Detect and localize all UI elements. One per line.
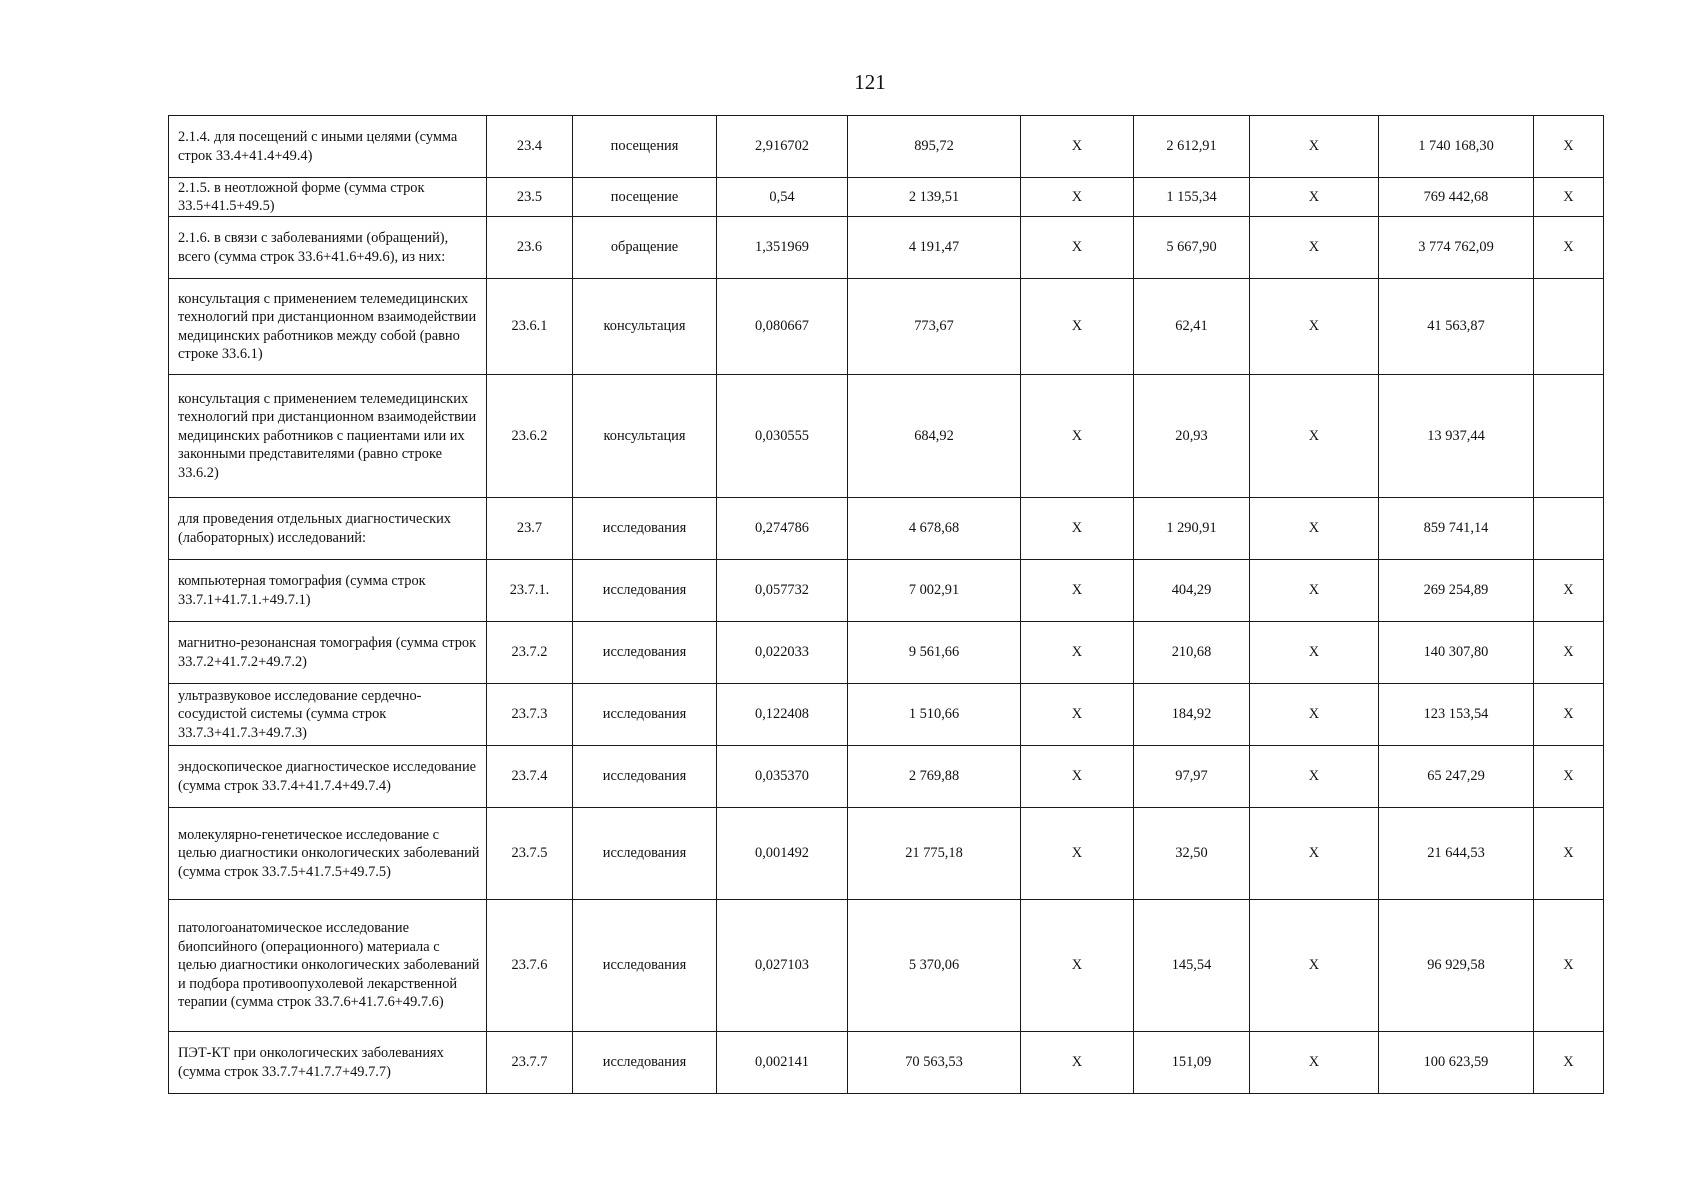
row-col6: X	[1021, 746, 1134, 808]
row-col6: X	[1021, 684, 1134, 746]
table-row	[169, 1032, 1604, 1094]
row-col9: 769 442,68	[1379, 178, 1534, 217]
row-unit: консультация	[573, 279, 717, 375]
row-col9: 41 563,87	[1379, 279, 1534, 375]
row-col7: 32,50	[1134, 808, 1250, 900]
table-row	[169, 560, 1604, 622]
row-name: для проведения отдельных диагностических (лабораторных) исследований:	[169, 498, 487, 560]
row-cost: 9 561,66	[848, 622, 1021, 684]
row-cost: 7 002,91	[848, 560, 1021, 622]
row-cost: 21 775,18	[848, 808, 1021, 900]
row-code: 23.7.2	[487, 622, 573, 684]
row-norm: 0,080667	[717, 279, 848, 375]
row-name: молекулярно-генетическое исследование с целью диагностики онкологических заболеваний (сумма строк 33.7.5+41.7.5+49.7.5)	[169, 808, 487, 900]
row-col9: 3 774 762,09	[1379, 217, 1534, 279]
row-unit: исследования	[573, 746, 717, 808]
row-col10	[1534, 375, 1604, 498]
row-unit: исследования	[573, 498, 717, 560]
row-col8: X	[1250, 1032, 1379, 1094]
row-code: 23.6	[487, 217, 573, 279]
row-col8: X	[1250, 560, 1379, 622]
row-col9: 123 153,54	[1379, 684, 1534, 746]
row-norm: 0,54	[717, 178, 848, 217]
row-col10: X	[1534, 808, 1604, 900]
row-col6: X	[1021, 178, 1134, 217]
row-col8: X	[1250, 178, 1379, 217]
row-col6: X	[1021, 1032, 1134, 1094]
row-col9: 13 937,44	[1379, 375, 1534, 498]
row-name: 2.1.5. в неотложной форме (сумма строк 33.5+41.5+49.5)	[169, 178, 487, 217]
row-col8: X	[1250, 375, 1379, 498]
row-col8: X	[1250, 498, 1379, 560]
row-col7: 404,29	[1134, 560, 1250, 622]
row-code: 23.7.5	[487, 808, 573, 900]
row-norm: 0,122408	[717, 684, 848, 746]
row-unit: исследования	[573, 684, 717, 746]
row-col7: 62,41	[1134, 279, 1250, 375]
row-cost: 5 370,06	[848, 900, 1021, 1032]
row-norm: 0,035370	[717, 746, 848, 808]
page-number: 121	[854, 70, 886, 94]
table-row	[169, 746, 1604, 808]
row-col9: 859 741,14	[1379, 498, 1534, 560]
row-code: 23.6.1	[487, 279, 573, 375]
row-col10: X	[1534, 217, 1604, 279]
row-col10	[1534, 279, 1604, 375]
row-norm: 2,916702	[717, 116, 848, 178]
row-name: 2.1.4. для посещений с иными целями (сумма строк 33.4+41.4+49.4)	[169, 116, 487, 178]
row-unit: исследования	[573, 1032, 717, 1094]
row-unit: исследования	[573, 900, 717, 1032]
row-norm: 0,057732	[717, 560, 848, 622]
table-row	[169, 116, 1604, 178]
row-col6: X	[1021, 622, 1134, 684]
row-cost: 1 510,66	[848, 684, 1021, 746]
row-norm: 0,027103	[717, 900, 848, 1032]
row-cost: 895,72	[848, 116, 1021, 178]
row-col7: 151,09	[1134, 1032, 1250, 1094]
row-code: 23.7.7	[487, 1032, 573, 1094]
row-code: 23.7	[487, 498, 573, 560]
row-col7: 145,54	[1134, 900, 1250, 1032]
row-unit: консультация	[573, 375, 717, 498]
row-cost: 684,92	[848, 375, 1021, 498]
row-col10: X	[1534, 560, 1604, 622]
row-cost: 70 563,53	[848, 1032, 1021, 1094]
table-row	[169, 900, 1604, 1032]
row-col8: X	[1250, 622, 1379, 684]
table-row	[169, 622, 1604, 684]
row-col6: X	[1021, 900, 1134, 1032]
row-col7: 97,97	[1134, 746, 1250, 808]
row-code: 23.7.4	[487, 746, 573, 808]
row-name: компьютерная томография (сумма строк 33.7.1+41.7.1.+49.7.1)	[169, 560, 487, 622]
row-code: 23.7.6	[487, 900, 573, 1032]
row-col9: 269 254,89	[1379, 560, 1534, 622]
row-cost: 2 139,51	[848, 178, 1021, 217]
row-name: патологоанатомическое исследование биопсийного (операционного) материала с целью диагностики онкологических заболеваний и подбора противоопухолевой лекарственной терапии (сумма строк 33.7.6+41.7.6+49.7.6)	[169, 900, 487, 1032]
row-col9: 100 623,59	[1379, 1032, 1534, 1094]
row-col10: X	[1534, 116, 1604, 178]
row-norm: 1,351969	[717, 217, 848, 279]
row-norm: 0,022033	[717, 622, 848, 684]
row-code: 23.5	[487, 178, 573, 217]
row-col9: 65 247,29	[1379, 746, 1534, 808]
row-unit: обращение	[573, 217, 717, 279]
table-row	[169, 684, 1604, 746]
row-code: 23.4	[487, 116, 573, 178]
row-col10: X	[1534, 684, 1604, 746]
row-col8: X	[1250, 808, 1379, 900]
row-col7: 1 290,91	[1134, 498, 1250, 560]
row-norm: 0,030555	[717, 375, 848, 498]
table-row	[169, 178, 1604, 217]
table-row	[169, 498, 1604, 560]
row-name: ПЭТ-КТ при онкологических заболеваниях (сумма строк 33.7.7+41.7.7+49.7.7)	[169, 1032, 487, 1094]
row-unit: исследования	[573, 622, 717, 684]
row-name: консультация с применением телемедицинских технологий при дистанционном взаимодействии медицинских работников с пациентами или их законными представителями (равно строке 33.6.2)	[169, 375, 487, 498]
row-cost: 4 191,47	[848, 217, 1021, 279]
row-col9: 1 740 168,30	[1379, 116, 1534, 178]
row-col6: X	[1021, 375, 1134, 498]
row-col7: 5 667,90	[1134, 217, 1250, 279]
row-col9: 140 307,80	[1379, 622, 1534, 684]
row-name: 2.1.6. в связи с заболеваниями (обращений), всего (сумма строк 33.6+41.6+49.6), из них:	[169, 217, 487, 279]
row-cost: 4 678,68	[848, 498, 1021, 560]
row-cost: 773,67	[848, 279, 1021, 375]
row-col7: 2 612,91	[1134, 116, 1250, 178]
row-col8: X	[1250, 900, 1379, 1032]
row-col10: X	[1534, 178, 1604, 217]
row-col6: X	[1021, 560, 1134, 622]
row-norm: 0,002141	[717, 1032, 848, 1094]
row-col8: X	[1250, 746, 1379, 808]
row-col6: X	[1021, 217, 1134, 279]
row-unit: посещения	[573, 116, 717, 178]
row-col10: X	[1534, 746, 1604, 808]
table-row	[169, 217, 1604, 279]
row-col7: 20,93	[1134, 375, 1250, 498]
row-col10	[1534, 498, 1604, 560]
row-name: магнитно-резонансная томография (сумма строк 33.7.2+41.7.2+49.7.2)	[169, 622, 487, 684]
row-cost: 2 769,88	[848, 746, 1021, 808]
row-name: эндоскопическое диагностическое исследование (сумма строк 33.7.4+41.7.4+49.7.4)	[169, 746, 487, 808]
row-name: ультразвуковое исследование сердечно-сосудистой системы (сумма строк 33.7.3+41.7.3+49.7.3)	[169, 684, 487, 746]
row-col10: X	[1534, 622, 1604, 684]
row-col8: X	[1250, 684, 1379, 746]
row-col6: X	[1021, 279, 1134, 375]
row-col10: X	[1534, 1032, 1604, 1094]
data-table	[168, 115, 1604, 1094]
row-col10: X	[1534, 900, 1604, 1032]
row-col9: 96 929,58	[1379, 900, 1534, 1032]
row-col7: 210,68	[1134, 622, 1250, 684]
row-col6: X	[1021, 498, 1134, 560]
row-col7: 1 155,34	[1134, 178, 1250, 217]
row-col8: X	[1250, 217, 1379, 279]
row-col8: X	[1250, 116, 1379, 178]
row-norm: 0,001492	[717, 808, 848, 900]
table-row	[169, 808, 1604, 900]
row-unit: исследования	[573, 808, 717, 900]
row-code: 23.6.2	[487, 375, 573, 498]
row-code: 23.7.1.	[487, 560, 573, 622]
row-col6: X	[1021, 808, 1134, 900]
row-unit: посещение	[573, 178, 717, 217]
row-unit: исследования	[573, 560, 717, 622]
table-row	[169, 375, 1604, 498]
row-col9: 21 644,53	[1379, 808, 1534, 900]
table-row	[169, 279, 1604, 375]
row-col8: X	[1250, 279, 1379, 375]
row-col7: 184,92	[1134, 684, 1250, 746]
row-code: 23.7.3	[487, 684, 573, 746]
row-col6: X	[1021, 116, 1134, 178]
row-name: консультация с применением телемедицинских технологий при дистанционном взаимодействии медицинских работников между собой (равно строке 33.6.1)	[169, 279, 487, 375]
row-norm: 0,274786	[717, 498, 848, 560]
